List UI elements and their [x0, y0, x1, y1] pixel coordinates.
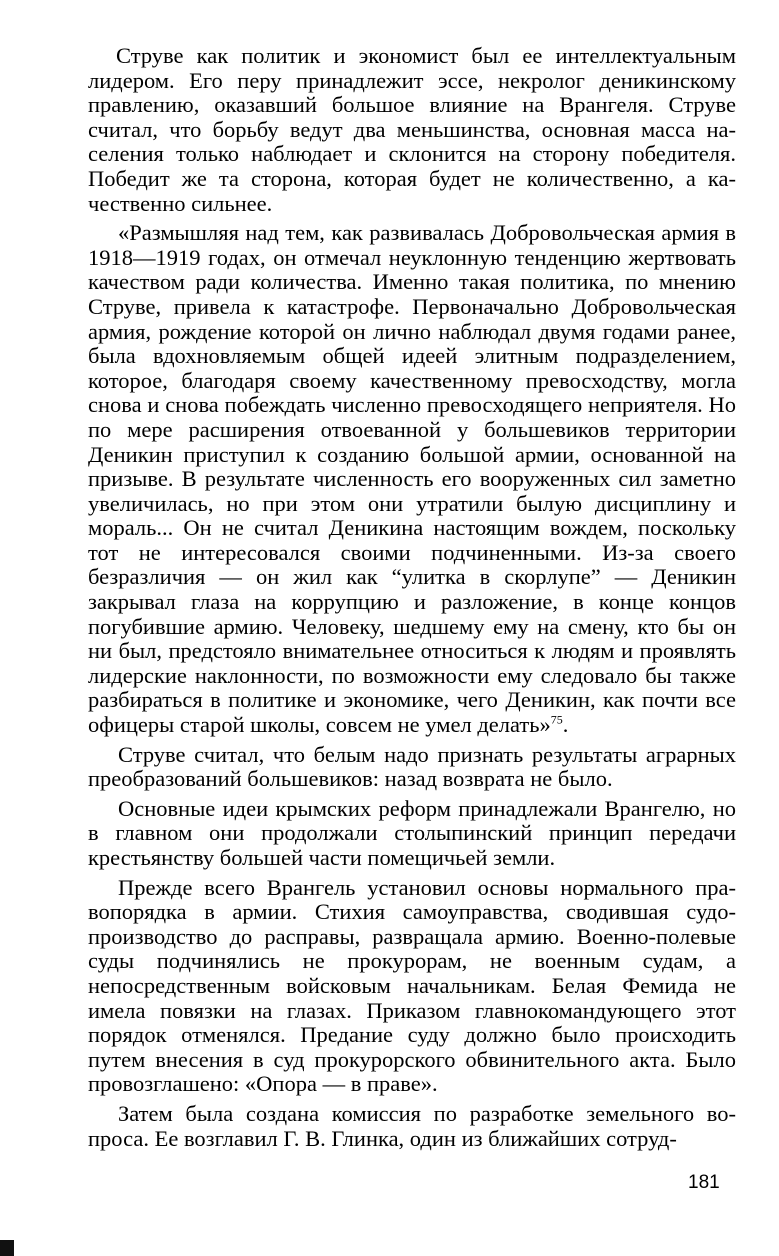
page-body [88, 44, 736, 1156]
paragraph-quote [88, 221, 736, 737]
scan-edge-mark [0, 1240, 14, 1256]
paragraph: Затем была создана комиссия по разработке земельного вопроса. Ее возглавил Г. В. Глинка, один из ближайших сотруд- [88, 1100, 736, 1151]
paragraph: Струве как политик и экономист был ее интеллектуальным лидером. Его перу принадлежит эссе, некролог деникинскому правлению, оказавший большое влияние на Врангеля. Струве считал, что борьбу ведут два меньшинства, основная масса населения только наблюдает и склонится на сторону победителя. Победит же та сторона, которая будет не количественно, а качественно сильнее. [88, 43, 736, 216]
footnote-ref[interactable]: 75 [550, 712, 563, 727]
quote-text: «Размышляя над тем, как развивалась Добровольческая армия в 1918—1919 годах, он отмечал неуклонную тенденцию жертвовать качеством ради количества. Именно такая политика, по мнению Струве, привела к катастрофе. Первоначально Добровольческая армия, рождение которой он лично наблюдал двумя годами ранее, была вдохновляемым общей идеей элитным подразделением, которое, благодаря своему качественному превосходству, могла снова и снова побеждать численно превосходящего неприятеля. Но по мере расширения отвоеванной у большевиков территории Деникин приступил к созданию большой армии, основанной на призыве. В результате численность его вооруженных сил заметно увеличилась, но при этом они утратили былую дисциплину и мораль... Он не считал Деникина настоящим вождем, поскольку тот не интересовался своими подчиненными. Из-за своего безразличия — он жил как “улитка в скорлупе” — Деникин закрывал глаза на коррупцию и разложение, в конце концов погубившие армию. Человеку, шедшему ему на смену, кто бы он ни был, предстояло внимательнее относиться к людям и проявлять лидерские наклонности, по возможности ему следовало бы также разбираться в политике и экономике, чего Деникин, как почти все офицеры старой школы, совсем не умел делать» [88, 220, 736, 738]
paragraph: Струве считал, что белым надо признать результаты аграрных преобразований большевиков: назад возврата не было. [88, 741, 736, 792]
paragraph: Основные идеи крымских реформ принадлежали Врангелю, но в главном они продолжали столыпинский принцип передачи крестьянству большей части помещичьей земли. [88, 795, 736, 870]
paragraph: Прежде всего Врангель установил основы нормального правопорядка в армии. Стихия самоуправства, сводившая судопроизводство до расправы, развращала армию. Военно-полевые суды подчинялись не прокурорам, не военным судам, а непосредственным войсковым начальникам. Белая Фемида не имела повязки на глазах. Приказом главнокомандующего этот порядок отменялся. Предание суду должно было происходить путем внесения в суд прокурорского обвинительного акта. Было провозглашено: «Опора — в праве». [88, 874, 736, 1097]
quote-end-punct: . [562, 712, 569, 738]
page-number: 181 [688, 1172, 720, 1193]
